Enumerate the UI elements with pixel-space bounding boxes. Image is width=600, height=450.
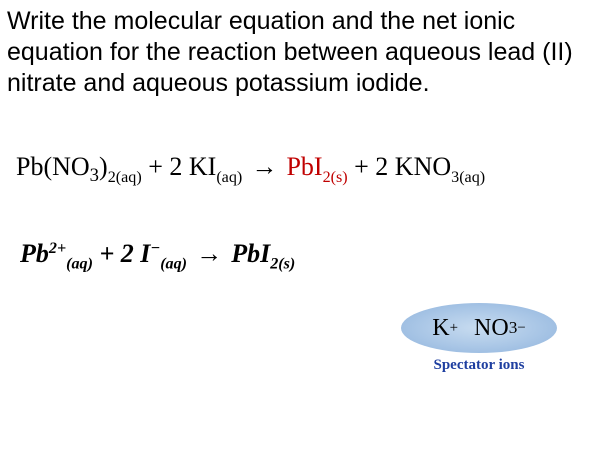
net-ionic-equation — [20, 232, 295, 282]
lead-nitrate-formula: Pb(NO — [16, 152, 90, 181]
question-line-3: nitrate and aqueous potassium iodide. — [7, 69, 430, 97]
spectator-ions-caption: Spectator ions — [433, 357, 525, 373]
nitrate-ion: NO — [474, 314, 509, 341]
nitrate-ion-charge: − — [517, 319, 526, 336]
lead-nitrate-state: 2(aq) — [107, 168, 142, 186]
question-text — [7, 6, 593, 99]
lead-ion-charge: 2+ — [48, 240, 67, 257]
lead-iodide-formula: PbI — [286, 152, 323, 181]
question-line-1: Write the molecular equation and the net ionic — [7, 7, 516, 35]
potassium-ion: K — [432, 314, 450, 341]
iodide-ion: 2 I — [120, 238, 151, 268]
net-lead-iodide: PbI — [231, 238, 271, 268]
potassium-nitrate-formula: 2 KNO — [375, 152, 452, 181]
lead-ion: Pb — [20, 238, 49, 268]
net-lead-iodide-state: 2(s) — [270, 255, 296, 273]
potassium-ion-charge: + — [449, 319, 459, 336]
net-reaction-arrow-icon: → — [196, 238, 223, 268]
lead-nitrate-paren: ) — [99, 152, 108, 181]
nitrate-ion-subscript: 3 — [508, 318, 518, 337]
net-plus-sign: + — [99, 238, 115, 268]
potassium-iodide-state: (aq) — [216, 168, 243, 186]
lead-iodide-state: 2(s) — [322, 168, 348, 186]
potassium-iodide-formula: 2 KI — [169, 152, 217, 181]
nitrate-subscript: 3 — [89, 164, 100, 186]
question-line-2: equation for the reaction between aqueous lead (II) — [7, 38, 573, 66]
iodide-ion-state: (aq) — [160, 255, 188, 273]
iodide-ion-charge: − — [150, 240, 161, 257]
reaction-arrow-icon: → — [251, 152, 278, 181]
molecular-equation — [16, 150, 485, 195]
plus-sign-2: + — [354, 152, 369, 181]
potassium-nitrate-state: 3(aq) — [451, 168, 486, 186]
lead-ion-state: (aq) — [66, 255, 93, 273]
plus-sign: + — [148, 152, 163, 181]
spectator-ions — [401, 303, 557, 353]
